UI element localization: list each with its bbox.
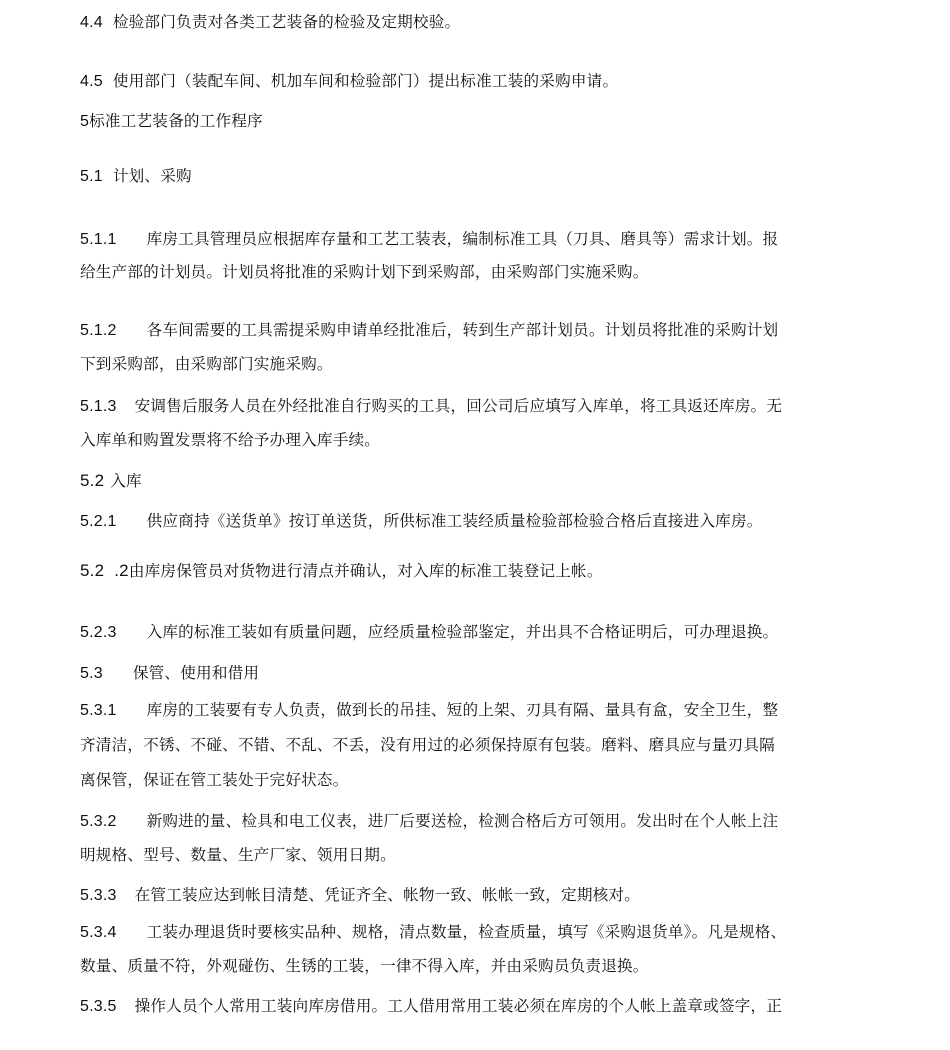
clause-text: 新购进的量、检具和电工仪表，进厂后要送检，检测合格后方可领用。发出时在个人帐上注	[146, 812, 779, 830]
section-title: 入库	[110, 472, 142, 490]
section-number: 5.2	[80, 471, 105, 490]
clause-number: 5.1.1	[80, 231, 117, 248]
clause-text: 数量、质量不符，外观碰伤、生锈的工装，一律不得入库，并由采购员负责退换。	[80, 957, 649, 975]
section-title: 保管、使用和借用	[132, 664, 260, 682]
clause-5-2-3	[80, 622, 778, 643]
clause-text: 库房工具管理员应根据库存量和工艺工装表，编制标准工具（刀具、磨具等）需求计划。报	[146, 230, 779, 248]
clause-5-3-3	[80, 885, 640, 906]
clause-number: 4.4	[80, 14, 103, 31]
clause-text: 由库房保管员对货物进行清点并确认，对入库的标准工装登记上帐。	[128, 562, 603, 580]
clause-5-1-2-line-2	[80, 354, 333, 374]
clause-text: 明规格、型号、数量、生产厂家、领用日期。	[80, 846, 396, 864]
clause-text: 入库的标准工装如有质量问题，应经质量检验部鉴定，并出具不合格证明后，可办理退换。	[146, 623, 779, 641]
clause-number: 5.2	[80, 561, 105, 580]
clause-5-2-1	[80, 511, 763, 532]
clause-5-1-3-line-1	[80, 396, 782, 417]
clause-text: 安调售后服务人员在外经批准自行购买的工具，回公司后应填写入库单，将工具返还库房。无	[134, 397, 783, 415]
clause-number: 5.3.3	[80, 887, 117, 904]
section-5-1-heading	[80, 166, 192, 187]
clause-text: 工装办理退货时要核实品种、规格，清点数量，检查质量，填写《采购退货单》。凡是规格、	[146, 923, 787, 941]
clause-5-3-1-line-2	[80, 735, 775, 755]
section-5-3-heading	[80, 663, 259, 684]
clause-number-suffix: .2	[114, 561, 129, 580]
clause-text: 库房的工装要有专人负责，做到长的吊挂、短的上架、刃具有隔、量具有盒，安全卫生，整	[146, 701, 779, 719]
clause-text: 齐清洁，不锈、不碰、不错、不乱、不丢，没有用过的必须保持原有包装。磨料、磨具应与量刃具隔	[80, 736, 775, 754]
clause-5-1-3-line-2	[80, 430, 380, 450]
clause-5-3-4-line-2	[80, 956, 649, 976]
clause-text: 入库单和购置发票将不给予办理入库手续。	[80, 431, 381, 449]
clause-5-3-2-line-1	[80, 811, 778, 832]
clause-5-2-2	[80, 561, 603, 581]
section-number: 5	[80, 113, 90, 130]
clause-4-5	[80, 71, 618, 92]
section-title: 标准工艺装备的工作程序	[89, 112, 263, 130]
clause-5-3-2-line-2	[80, 845, 396, 865]
clause-5-1-1-line-1	[80, 229, 778, 250]
section-5-heading	[80, 111, 263, 132]
clause-text: 下到采购部，由采购部门实施采购。	[80, 355, 333, 373]
section-5-2-heading	[80, 471, 142, 491]
clause-text: 操作人员个人常用工装向库房借用。工人借用常用工装必须在库房的个人帐上盖章或签字，正	[134, 997, 783, 1015]
clause-text: 供应商持《送货单》按订单送货，所供标准工装经质量检验部检验合格后直接进入库房。	[146, 512, 763, 530]
clause-text: 各车间需要的工具需提采购申请单经批准后，转到生产部计划员。计划员将批准的采购计划	[146, 321, 779, 339]
section-number: 5.3	[80, 665, 103, 682]
clause-number: 5.3.4	[80, 924, 117, 941]
clause-5-3-5-line-1	[80, 996, 782, 1017]
clause-number: 5.2.3	[80, 624, 117, 641]
clause-5-1-1-line-2	[80, 262, 649, 282]
clause-5-3-1-line-1	[80, 700, 778, 721]
clause-5-3-1-line-3	[80, 770, 349, 790]
clause-number: 4.5	[80, 73, 103, 90]
clause-number: 5.1.2	[80, 322, 117, 339]
clause-number: 5.1.3	[80, 398, 117, 415]
clause-4-4	[80, 12, 460, 33]
clause-number: 5.3.5	[80, 998, 117, 1015]
section-number: 5.1	[80, 168, 103, 185]
clause-text: 使用部门（装配车间、机加车间和检验部门）提出标准工装的采购申请。	[112, 72, 619, 90]
clause-text: 检验部门负责对各类工艺装备的检验及定期校验。	[112, 13, 461, 31]
clause-text: 离保管，保证在管工装处于完好状态。	[80, 771, 349, 789]
clause-number: 5.2.1	[80, 513, 117, 530]
clause-text: 给生产部的计划员。计划员将批准的采购计划下到采购部，由采购部门实施采购。	[80, 263, 649, 281]
clause-text: 在管工装应达到帐目清楚、凭证齐全、帐物一致、帐帐一致，定期核对。	[134, 886, 640, 904]
clause-5-3-4-line-1	[80, 922, 786, 943]
clause-number: 5.3.1	[80, 702, 117, 719]
clause-number: 5.3.2	[80, 813, 117, 830]
section-title: 计划、采购	[112, 167, 192, 185]
clause-5-1-2-line-1	[80, 320, 778, 341]
